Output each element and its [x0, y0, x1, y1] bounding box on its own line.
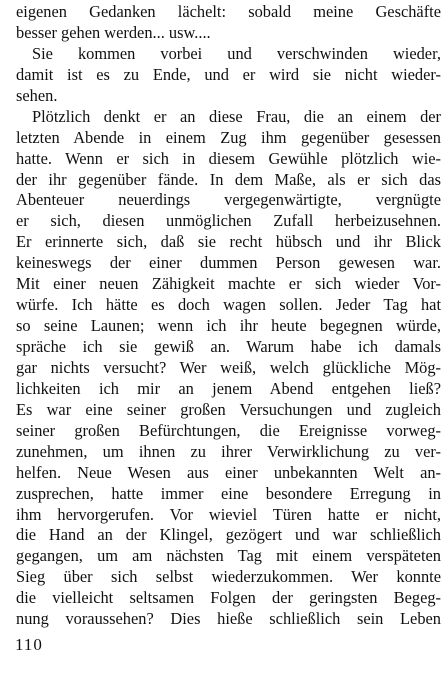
text-line: so seine Launen; wenn ich ihr heute begegnen würde, [16, 316, 441, 336]
text-line: Plötzlich denkt er an diese Frau, die an einem der [32, 106, 441, 126]
text-line: die Hand an der Klingel, gezögert und war schließlich [16, 525, 441, 545]
text-line: keineswegs der einer dummen Person gewesen war. [16, 253, 441, 273]
text-line: die vielleicht seltsamen Folgen der geringsten Begeg- [16, 588, 441, 608]
text-line: Sieg über sich selbst wiederzukommen. Wer konnte [16, 567, 441, 587]
text-line: Abenteuer neuerdings vergegenwärtigte, vergnügte [16, 190, 441, 210]
text-line: zunehmen, um ihnen zu ihrer Verwirklichung zu ver- [16, 441, 441, 461]
text-line: Er erinnerte sich, daß sie recht hübsch und ihr Blick [16, 232, 441, 252]
paragraph [16, 107, 441, 630]
text-line: hatte. Wenn er sich in diesem Gewühle plötzlich wie- [16, 148, 441, 168]
page-number: 110 [15, 635, 43, 654]
text-line: gegangen, um am nächsten Tag mit einem verspäteten [16, 546, 441, 566]
text-line: seiner großen Befürchtungen, die Ereignisse vorweg- [16, 420, 441, 440]
text-line: Sie kommen vorbei und verschwinden wieder, [32, 43, 441, 63]
text-line: er sich, diesen unmöglichen Zufall herbeizusehnen. [16, 211, 441, 231]
text-line: gar nichts versucht? Wer weiß, welch glückliche Mög- [16, 357, 441, 377]
text-line: zusprechen, hatte immer eine besondere Erregung in [16, 483, 441, 503]
page-body [16, 2, 441, 630]
text-line: der ihr gegenüber fände. In dem Maße, als er sich das [16, 169, 441, 189]
text-line: helfen. Neue Wesen aus einer unbekannten Welt an- [16, 462, 441, 482]
text-line: eigenen Gedanken lächelt: sobald meine Geschäfte [16, 2, 441, 21]
text-line: lichkeiten ich mir an jenem Abend entgehen ließ? [16, 378, 441, 398]
paragraph [16, 44, 441, 107]
text-line: besser gehen werden... usw.... [16, 22, 211, 42]
text-line: letzten Abende in einem Zug ihm gegenüber gesessen [16, 127, 441, 147]
text-line: Es war eine seiner großen Versuchungen und zugleich [16, 399, 441, 419]
text-line: damit ist es zu Ende, und er wird sie nicht wieder- [16, 64, 441, 84]
text-line: spräche ich sie gewiß an. Warum habe ich damals [16, 337, 441, 356]
text-line: nung voraussehen? Dies hieße schließlich sein Leben [16, 609, 441, 629]
text-line: Mit einer neuen Zähigkeit machte er sich wieder Vor- [16, 274, 441, 294]
text-line: würfe. Ich hätte es doch wagen sollen. Jeder Tag hat [16, 295, 441, 315]
paragraph [16, 2, 441, 44]
text-line: sehen. [16, 85, 58, 105]
text-line: ihm hervorgerufen. Vor wieviel Türen hatte er nicht, [16, 504, 441, 524]
